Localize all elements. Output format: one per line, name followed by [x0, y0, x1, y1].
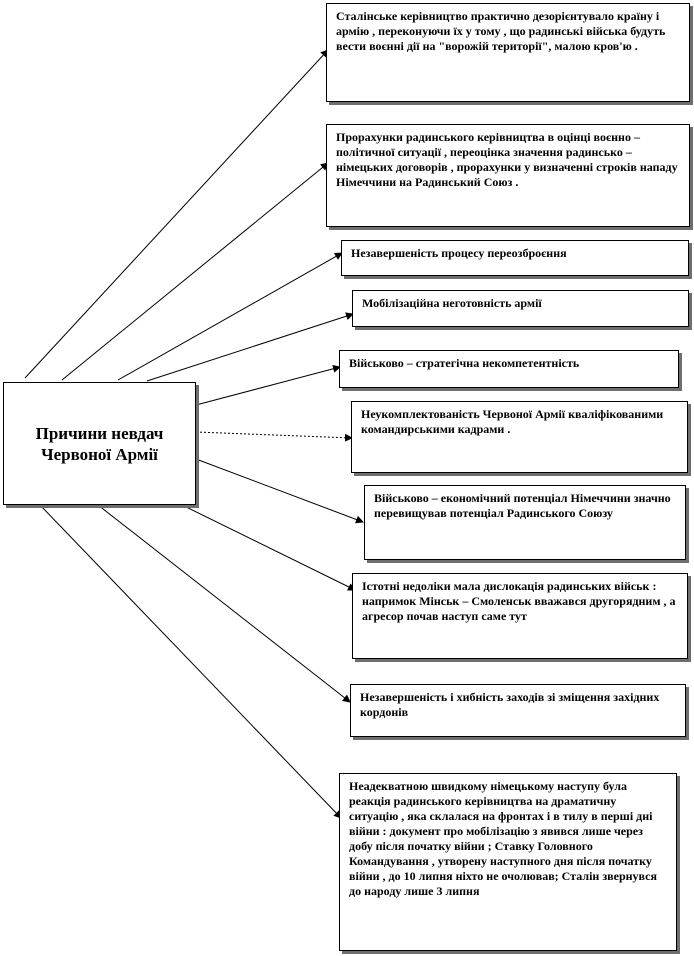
cause-text-5: Військово – стратегічна некомпетентність: [349, 356, 580, 370]
cause-box-1: [326, 3, 690, 102]
arrow-3: [118, 253, 342, 380]
cause-box-4: [352, 290, 689, 327]
cause-text-6: Неукомплектованість Червоної Армії кваліфікованими командирськими кадрами .: [361, 407, 664, 436]
cause-text-8: Істотні недоліки мала дислокація радинських військ : напримок Мінськ – Смоленськ вважався другорядним , а агресор почав наступ саме тут: [362, 579, 676, 623]
cause-text-4: Мобілізаційна неготовність армії: [362, 296, 542, 310]
cause-box-7: [364, 485, 686, 560]
central-node-label: Причини невдач Червоної Армії: [35, 423, 164, 464]
cause-box-9: [350, 684, 686, 737]
arrow-2: [62, 163, 328, 380]
cause-box-3: [341, 240, 689, 276]
arrow-7: [196, 459, 363, 522]
cause-text-1: Сталінське керівництво практично дезорієнтувало країну і армію , переконуючи їх у тому , що радинські війська будуть вести воєнні дії на "ворожій території", малою кров'ю .: [336, 9, 666, 53]
cause-box-10: [339, 773, 677, 951]
arrow-9: [98, 505, 350, 702]
cause-text-9: Незавершеність і хибність заходів зі зміщення західних кордонів: [360, 690, 660, 719]
arrow-8: [178, 503, 355, 590]
arrow-1: [25, 50, 328, 378]
arrow-6: [196, 432, 352, 438]
cause-text-2: Прорахунки радинського керівництва в оцінці воєнно – політичної ситуації , переоцінка значення радинсько – німецьких договорів , прорахунки у визначенні строків нападу Німеччини на Радинський Союз .: [336, 130, 678, 189]
cause-text-7: Військово – економічний потенціал Німеччини значно перевищував потенціал Радинського Союзу: [374, 491, 671, 520]
cause-box-8: [352, 573, 688, 659]
arrow-4: [147, 314, 353, 381]
cause-text-3: Незавершеність процесу переозброєння: [351, 246, 567, 260]
cause-box-2: [326, 124, 690, 227]
cause-text-10: Неадекватною швидкому німецькому наступу була реакція радинського керівництва на драматичну ситуацію , яка склалася на фронтах і в тилу в перші дні війни : документ про мобілізацію з явився лише через добу після початку війни ; Ставку Головного Командування , утворену наступного дня після початку війни , до 10 липня ніхто не очолював; Сталін звернувся до народу лише 3 липня: [349, 779, 657, 898]
central-node: [3, 382, 196, 505]
arrow-10: [40, 505, 341, 818]
cause-box-6: [351, 401, 688, 473]
cause-box-5: [339, 350, 679, 388]
arrow-5: [196, 367, 340, 405]
